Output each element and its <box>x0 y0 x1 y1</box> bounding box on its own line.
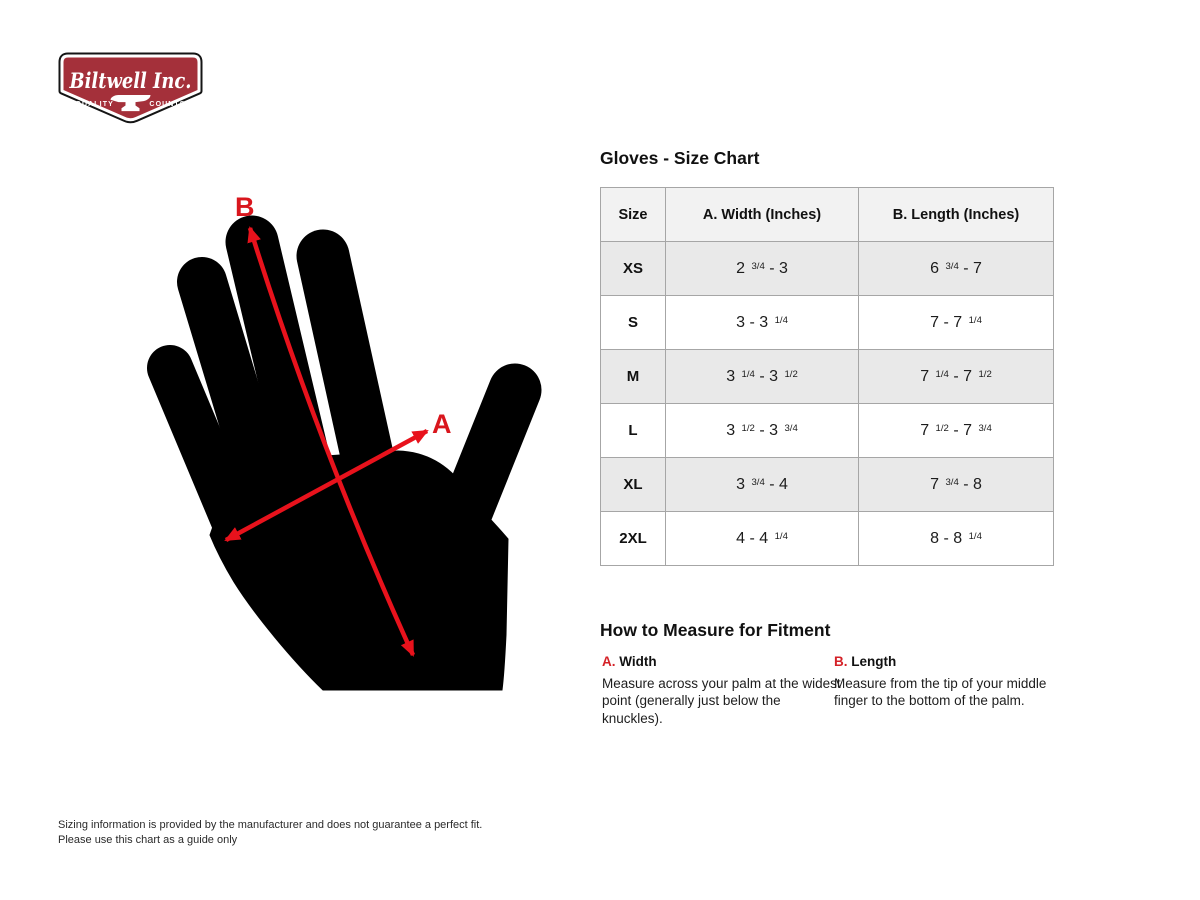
measure-letter-b: B. <box>834 654 848 669</box>
hand-measurement-diagram <box>140 190 570 710</box>
size-cell: XS <box>601 242 666 296</box>
size-cell: M <box>601 350 666 404</box>
measure-item-length-label <box>834 653 1076 671</box>
size-chart-table <box>600 187 1054 566</box>
size-chart-title: Gloves - Size Chart <box>600 148 760 168</box>
sizing-disclaimer <box>58 818 482 849</box>
column-header: Size <box>601 188 666 242</box>
width-cell: 3 3/4 - 4 <box>666 458 859 512</box>
length-cell: 7 1/2 - 7 3/4 <box>859 404 1054 458</box>
column-header: B. Length (Inches) <box>859 188 1054 242</box>
arrow-label-b: B <box>235 192 255 222</box>
table-row <box>601 350 1054 404</box>
length-cell: 7 - 7 1/4 <box>859 296 1054 350</box>
length-cell: 6 3/4 - 7 <box>859 242 1054 296</box>
measure-desc-width: Measure across your palm at the widest point (generally just below the knuckles). <box>602 675 841 726</box>
width-cell: 3 1/4 - 3 1/2 <box>666 350 859 404</box>
measure-desc-length: Measure from the tip of your middle finger to the bottom of the palm. <box>834 675 1047 709</box>
biltwell-logo <box>58 52 203 124</box>
disclaimer-line-1: Sizing information is provided by the manufacturer and does not guarantee a perfect fit. <box>58 819 483 831</box>
logo-tagline-left: "QUALITY <box>71 101 114 108</box>
table-row <box>601 512 1054 566</box>
hand-silhouette-icon <box>140 190 570 710</box>
width-cell: 4 - 4 1/4 <box>666 512 859 566</box>
size-cell: L <box>601 404 666 458</box>
width-cell: 3 1/2 - 3 3/4 <box>666 404 859 458</box>
measure-word-length: Length <box>851 654 897 669</box>
column-header: A. Width (Inches) <box>666 188 859 242</box>
disclaimer-line-2: Please use this chart as a guide only <box>58 834 238 847</box>
measure-guide-title: How to Measure for Fitment <box>600 620 831 640</box>
length-cell: 8 - 8 1/4 <box>859 512 1054 566</box>
width-cell: 2 3/4 - 3 <box>666 242 859 296</box>
table-row <box>601 458 1054 512</box>
length-cell: 7 3/4 - 8 <box>859 458 1054 512</box>
size-cell: 2XL <box>601 512 666 566</box>
length-cell: 7 1/4 - 7 1/2 <box>859 350 1054 404</box>
logo-tagline-right: COUNTS" <box>149 101 190 108</box>
size-cell: XL <box>601 458 666 512</box>
measure-item-width-label <box>602 653 844 671</box>
table-row <box>601 296 1054 350</box>
table-row <box>601 404 1054 458</box>
size-cell: S <box>601 296 666 350</box>
size-chart-header-row <box>601 188 1054 242</box>
width-cell: 3 - 3 1/4 <box>666 296 859 350</box>
measure-letter-a: A. <box>602 654 616 669</box>
measure-item-width <box>602 653 844 727</box>
measure-item-length <box>834 653 1076 710</box>
table-row <box>601 242 1054 296</box>
arrow-label-a: A <box>432 409 452 439</box>
logo-badge-icon <box>58 52 203 124</box>
logo-brand-text: Biltwell Inc. <box>68 68 192 93</box>
measure-word-width: Width <box>619 654 657 669</box>
